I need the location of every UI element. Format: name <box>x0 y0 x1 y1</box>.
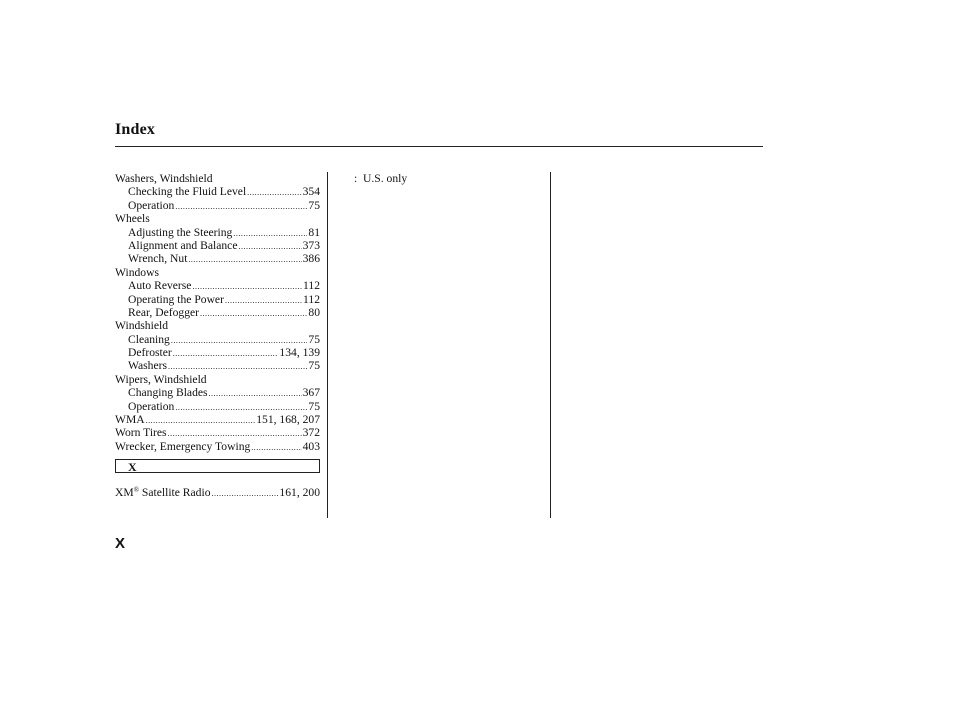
index-entry[interactable] <box>115 279 320 292</box>
index-entry-page: 112 <box>303 292 320 306</box>
leader-dots <box>168 427 302 440</box>
xm-label-main: XM <box>115 486 134 500</box>
index-entry-label: Wipers, Windshield <box>115 372 207 386</box>
section-letter: X <box>128 460 137 475</box>
index-entry-label: Wrench, Nut <box>128 252 188 266</box>
index-entry-label: Defroster <box>128 346 172 360</box>
index-entry-label: Worn Tires <box>115 426 167 440</box>
index-entry-label: Windows <box>115 265 159 279</box>
index-entry-label: Washers, Windshield <box>115 172 213 185</box>
index-entry-list <box>115 172 320 453</box>
index-entry[interactable] <box>115 400 320 413</box>
index-entry[interactable] <box>115 346 320 359</box>
page-title: Index <box>115 121 156 138</box>
index-entry-label: Changing Blades <box>128 386 208 400</box>
index-entry-page: 80 <box>308 305 320 319</box>
index-entry-page: 75 <box>308 359 320 373</box>
index-entry-label: Wrecker, Emergency Towing <box>115 439 251 453</box>
index-entry[interactable] <box>115 306 320 319</box>
leader-dots <box>175 200 307 213</box>
index-entry-page: 372 <box>302 426 320 440</box>
title-rule <box>115 146 763 147</box>
index-column-1 <box>115 172 320 500</box>
index-entry[interactable] <box>115 333 320 346</box>
index-entry[interactable] <box>115 413 320 426</box>
index-entry-page: 386 <box>302 252 320 266</box>
index-entry-page: 112 <box>303 279 320 293</box>
index-entry-label: Windshield <box>115 319 168 333</box>
index-entry-page: 75 <box>308 332 320 346</box>
index-entry-page: 75 <box>308 198 320 212</box>
leader-dots <box>238 240 301 253</box>
index-entry-page: 134, 139 <box>279 346 320 360</box>
index-entry-label: WMA <box>115 413 145 427</box>
index-entry-label: Rear, Defogger <box>128 305 199 319</box>
index-entry[interactable] <box>115 185 320 198</box>
index-entry-label: Adjusting the Steering <box>128 225 233 239</box>
leader-dots <box>192 280 302 293</box>
leader-dots <box>200 307 307 320</box>
index-entry-page: 75 <box>308 399 320 413</box>
index-heading <box>115 172 320 185</box>
registered-mark: ® <box>133 486 140 495</box>
leader-dots <box>225 294 302 307</box>
leader-dots <box>175 401 307 414</box>
index-entry[interactable] <box>115 386 320 399</box>
index-entry-label: Cleaning <box>128 332 170 346</box>
index-entry-label: Operation <box>128 198 175 212</box>
index-entry-label: Alignment and Balance <box>128 238 238 252</box>
index-entry-label: Wheels <box>115 212 150 226</box>
leader-dots <box>251 441 301 454</box>
index-entry[interactable] <box>115 440 320 453</box>
footnote-marker: : <box>354 172 358 185</box>
index-entry[interactable] <box>115 359 320 372</box>
footnote-text: U.S. only <box>363 172 408 185</box>
leader-dots <box>146 414 256 427</box>
index-heading <box>115 266 320 279</box>
index-entry-label <box>115 486 211 499</box>
index-entry-page: 367 <box>302 386 320 400</box>
xm-label-rest: Satellite Radio <box>139 486 211 500</box>
index-heading <box>115 373 320 386</box>
leader-dots <box>247 186 301 199</box>
index-entry-page: 161, 200 <box>279 486 320 500</box>
index-entry-page: 403 <box>302 439 320 453</box>
index-entry-label: Operation <box>128 399 175 413</box>
leader-dots <box>209 387 302 400</box>
index-entry-label: Operating the Power <box>128 292 224 306</box>
index-entry-label: Washers <box>128 359 167 373</box>
index-entry-label: Auto Reverse <box>128 279 192 293</box>
index-heading <box>115 212 320 225</box>
index-entry-page: 151, 168, 207 <box>256 413 320 427</box>
leader-dots <box>188 253 301 266</box>
leader-dots <box>173 347 279 360</box>
column-divider-1 <box>327 172 328 518</box>
index-entry[interactable] <box>115 226 320 239</box>
index-entry[interactable] <box>115 239 320 252</box>
leader-dots <box>171 334 308 347</box>
page-number: X <box>115 535 126 552</box>
index-entry-page: 373 <box>302 238 320 252</box>
index-entry-label: Checking the Fluid Level <box>128 185 247 199</box>
column-divider-2 <box>550 172 551 518</box>
leader-dots <box>233 227 307 240</box>
index-heading <box>115 319 320 332</box>
index-entry[interactable] <box>115 293 320 306</box>
index-entry-xm[interactable] <box>115 486 320 499</box>
leader-dots <box>168 360 307 373</box>
index-entry[interactable] <box>115 199 320 212</box>
index-entry-page: 81 <box>308 225 320 239</box>
index-entry[interactable] <box>115 426 320 439</box>
index-column-2 <box>354 172 407 185</box>
section-letter-box <box>115 459 320 473</box>
index-entry[interactable] <box>115 252 320 265</box>
index-entry-page: 354 <box>302 185 320 199</box>
leader-dots <box>212 487 279 500</box>
